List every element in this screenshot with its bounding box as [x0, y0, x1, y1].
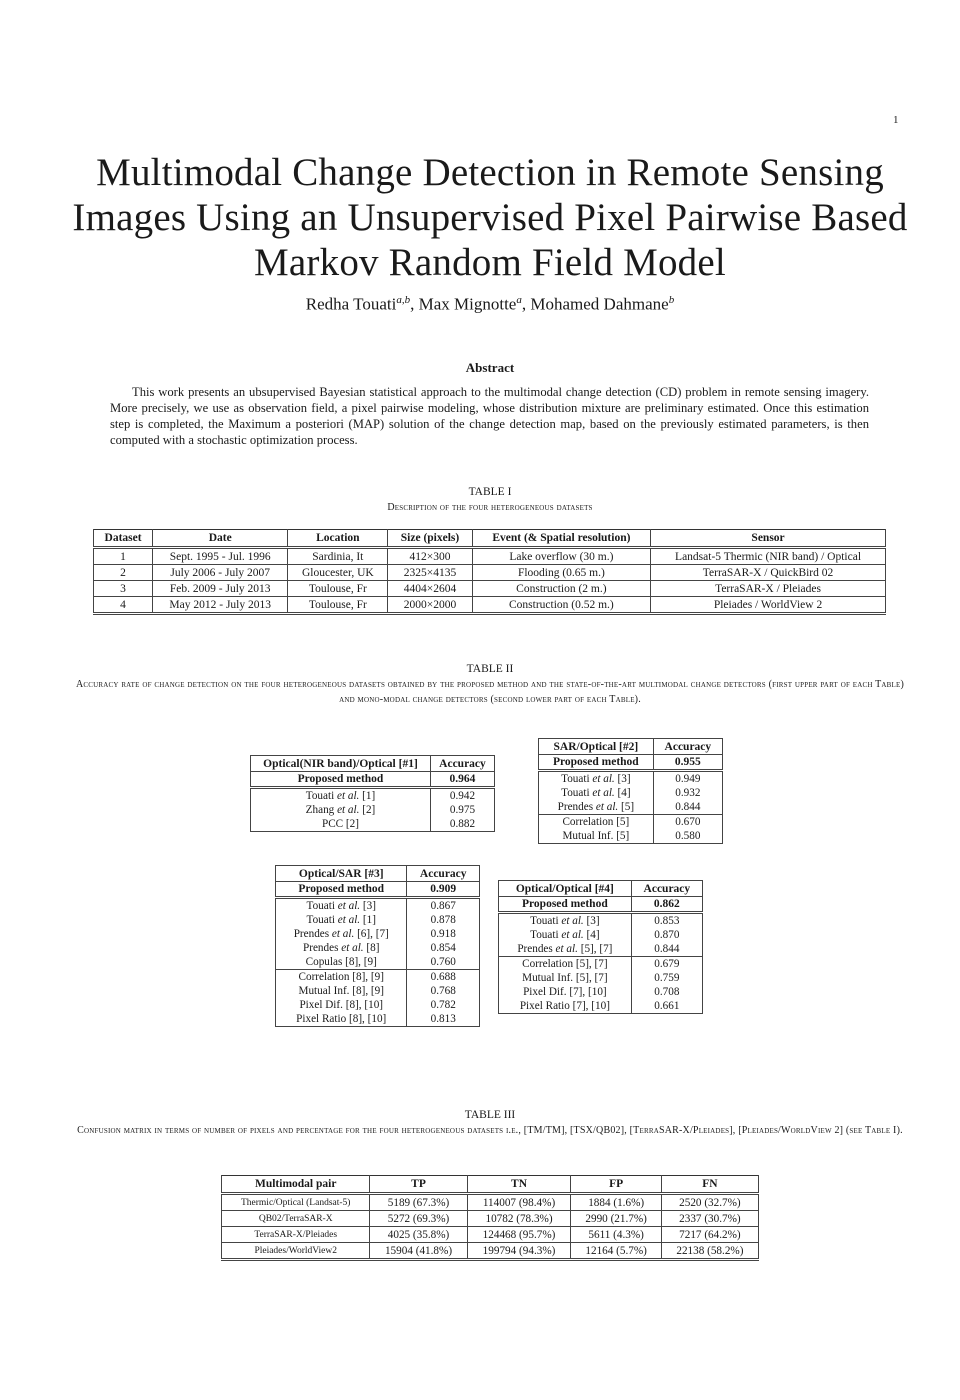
column-header: FP [571, 1176, 661, 1194]
table-cell: 4025 (35.8%) [370, 1227, 467, 1243]
method-author: Pixel Dif. [7], [10] [523, 986, 607, 998]
table-cell: Pleiades/WorldView2 [222, 1243, 370, 1260]
accuracy-value: 0.760 [407, 955, 480, 970]
subtable-dataset-header: Optical(NIR band)/Optical [#1] [251, 756, 431, 772]
table-row [94, 548, 886, 565]
table2-subtable-2 [538, 738, 723, 844]
abstract-heading: Abstract [465, 360, 515, 375]
table1-label: TABLE I [468, 486, 512, 498]
method-name [499, 942, 632, 957]
table-cell: TerraSAR-X / QuickBird 02 [651, 565, 886, 581]
table-row [539, 829, 723, 844]
method-name [539, 771, 654, 787]
table-row [222, 1243, 759, 1260]
method-name [499, 985, 632, 999]
table-row [251, 803, 495, 817]
reference: [1] [362, 790, 376, 802]
table-cell: 4404×2604 [388, 581, 472, 597]
accuracy-value: 0.670 [653, 815, 722, 830]
reference: [3] [586, 915, 600, 927]
method-name [499, 971, 632, 985]
author-name: Max Mignotte [418, 294, 517, 314]
column-header: TN [467, 1176, 571, 1194]
table2-caption: Accuracy rate of change detection on the four heterogeneous datasets obtained by the proposed method and the state-of-the-art multimodal change detectors (first upper part of each Table) and mono-modal change detectors (second lower part of each Table). [75, 679, 905, 705]
et-al: et al. [592, 787, 615, 799]
method-name [276, 941, 407, 955]
method-author: Touati [305, 790, 335, 802]
column-header: Date [153, 530, 288, 548]
table-cell: Sardinia, It [288, 548, 388, 565]
et-al: et al. [336, 790, 360, 802]
table-row [539, 786, 723, 800]
method-name [539, 829, 654, 844]
table-row [251, 788, 495, 804]
accuracy-header: Accuracy [653, 739, 722, 755]
method-name: Proposed method [251, 772, 431, 788]
accuracy-value: 0.878 [407, 913, 480, 927]
table-cell: Sept. 1995 - Jul. 1996 [153, 548, 288, 565]
table-cell: Landsat-5 Thermic (NIR band) / Optical [651, 548, 886, 565]
subtable-header-row [499, 881, 703, 897]
table3-caption: Confusion matrix in terms of number of pixels and percentage for the four heterogeneous datasets i.e., [TM/TM], [TSX/QB02], [TerraSAR-X/Pleiades], [Pleiades/WorldView 2] (see Table I). [77, 1125, 903, 1136]
reference: [4] [586, 929, 600, 941]
method-author: Touati [561, 787, 590, 799]
accuracy-value: 0.918 [407, 927, 480, 941]
column-header: Location [288, 530, 388, 548]
method-author: Correlation [5], [7] [522, 958, 608, 970]
method-author: Touati [306, 900, 335, 912]
table-cell: Lake overflow (30 m.) [472, 548, 650, 565]
table-cell: 1884 (1.6%) [571, 1194, 661, 1211]
column-header: Event (& Spatial resolution) [472, 530, 650, 548]
method-name [499, 999, 632, 1014]
method-name [251, 817, 431, 832]
table-cell: TerraSAR-X/Pleiades [222, 1227, 370, 1243]
table2-subtable-4 [498, 880, 703, 1014]
method-author: Zhang [305, 804, 335, 816]
accuracy-value: 0.955 [653, 755, 722, 771]
method-author: Touati [306, 914, 335, 926]
method-author: Prendes [303, 942, 339, 954]
table-cell: 199794 (94.3%) [467, 1243, 571, 1260]
reference: [3] [362, 900, 376, 912]
method-author: Correlation [5] [562, 816, 630, 828]
subtable-dataset-header: Optical/Optical [#4] [499, 881, 632, 897]
accuracy-header: Accuracy [430, 756, 494, 772]
et-al: et al. [337, 914, 361, 926]
column-header: Size (pixels) [388, 530, 472, 548]
table-cell: 4 [94, 597, 153, 614]
table-row [276, 927, 480, 941]
method-name [276, 998, 407, 1012]
method-name [539, 786, 654, 800]
reference: [6], [7] [357, 928, 389, 940]
column-header: Multimodal pair [222, 1176, 370, 1194]
accuracy-header: Accuracy [631, 881, 702, 897]
reference: [1] [362, 914, 376, 926]
author-affiliation: b [668, 294, 675, 306]
accuracy-value: 0.909 [407, 882, 480, 898]
table2-subtable-3 [275, 865, 480, 1027]
reference: [3] [617, 773, 631, 785]
table-cell: 2337 (30.7%) [661, 1211, 758, 1227]
table2-subtable-1 [250, 755, 495, 832]
table-cell: Toulouse, Fr [288, 581, 388, 597]
et-al: et al. [555, 943, 578, 955]
accuracy-value: 0.854 [407, 941, 480, 955]
method-name [251, 803, 431, 817]
table-cell: 5272 (69.3%) [370, 1211, 467, 1227]
subtable-header-row [276, 866, 480, 882]
et-al: et al. [337, 804, 360, 816]
accuracy-value: 0.661 [631, 999, 702, 1014]
accuracy-value: 0.882 [430, 817, 494, 832]
et-al: et al. [561, 929, 584, 941]
abstract-text: This work presents an ubsupervised Bayesian statistical approach to the multimodal change detection (CD) problem in remote sensing imagery. More precisely, we use as observation field, a pixel pairwise modeling, whose distribution mixture are preliminary estimated. Once this estimation step is completed, the Maximum a posteriori (MAP) solution of the change detection map, based on the previously estimated parameters, is then computed with a stochastic optimization process. [110, 385, 869, 447]
proposed-method-row [276, 882, 480, 898]
table3-confusion-matrix [221, 1175, 759, 1261]
reference: [5] [621, 801, 635, 813]
method-author: Pixel Dif. [8], [10] [299, 999, 384, 1011]
method-author: Touati [561, 773, 590, 785]
et-al: et al. [561, 915, 584, 927]
column-header: FN [661, 1176, 758, 1194]
table-row [276, 998, 480, 1012]
et-al: et al. [337, 900, 361, 912]
method-name: Proposed method [539, 755, 654, 771]
method-author: Pixel Ratio [7], [10] [519, 1000, 610, 1012]
table-row [276, 970, 480, 985]
method-name [276, 1012, 407, 1027]
table-row [276, 984, 480, 998]
table-cell: July 2006 - July 2007 [153, 565, 288, 581]
table-cell: 2 [94, 565, 153, 581]
accuracy-value: 0.844 [653, 800, 722, 815]
table-row [276, 898, 480, 914]
subtable-dataset-header: Optical/SAR [#3] [276, 866, 407, 882]
author-name: Mohamed Dahmane [530, 294, 669, 314]
table-cell: QB02/TerraSAR-X [222, 1211, 370, 1227]
accuracy-value: 0.867 [407, 898, 480, 914]
method-author: Mutual Inf. [8], [9] [298, 985, 384, 997]
method-author: Prendes [557, 801, 594, 813]
table-row [94, 581, 886, 597]
table-cell: Feb. 2009 - July 2013 [153, 581, 288, 597]
method-author: Correlation [8], [9] [298, 971, 384, 983]
subtable-dataset-header: SAR/Optical [#2] [539, 739, 654, 755]
method-author: Touati [530, 929, 559, 941]
table-cell: May 2012 - July 2013 [153, 597, 288, 614]
table-row [222, 1194, 759, 1211]
accuracy-value: 0.949 [653, 771, 722, 787]
method-name [276, 984, 407, 998]
table-row [539, 771, 723, 787]
table3-label: TABLE III [464, 1109, 516, 1121]
table-row [499, 971, 703, 985]
table-cell: Gloucester, UK [288, 565, 388, 581]
accuracy-value: 0.813 [407, 1012, 480, 1027]
accuracy-value: 0.975 [430, 803, 494, 817]
accuracy-value: 0.942 [430, 788, 494, 804]
method-name [276, 913, 407, 927]
table-cell: 124468 (95.7%) [467, 1227, 571, 1243]
table-row [276, 941, 480, 955]
table-cell: TerraSAR-X / Pleiades [651, 581, 886, 597]
table1-datasets [93, 529, 886, 615]
table-cell: 1 [94, 548, 153, 565]
table-row [539, 815, 723, 830]
method-author: Pixel Ratio [8], [10] [296, 1013, 387, 1025]
proposed-method-row [499, 897, 703, 913]
accuracy-value: 0.853 [631, 913, 702, 929]
et-al: et al. [595, 801, 619, 813]
table-cell: Pleiades / WorldView 2 [651, 597, 886, 614]
table-row [276, 1012, 480, 1027]
method-name [539, 815, 654, 830]
reference: [2] [362, 804, 376, 816]
table-row [539, 800, 723, 815]
table-row [499, 957, 703, 972]
table-cell: Flooding (0.65 m.) [472, 565, 650, 581]
accuracy-value: 0.862 [631, 897, 702, 913]
method-name: Proposed method [499, 897, 632, 913]
subtable-header-row [539, 739, 723, 755]
table-row [94, 597, 886, 614]
table-cell: 5189 (67.3%) [370, 1194, 467, 1211]
et-al: et al. [331, 928, 355, 940]
accuracy-header: Accuracy [407, 866, 480, 882]
table-row [222, 1211, 759, 1227]
table-row [94, 565, 886, 581]
table-cell: 2990 (21.7%) [571, 1211, 661, 1227]
reference: [5], [7] [580, 943, 613, 955]
method-author: PCC [2] [321, 818, 359, 830]
table-cell: 2520 (32.7%) [661, 1194, 758, 1211]
proposed-method-row [539, 755, 723, 771]
method-name [276, 898, 407, 914]
et-al: et al. [592, 773, 615, 785]
table-row [251, 817, 495, 832]
subtable-header-row [251, 756, 495, 772]
method-author: Copulas [8], [9] [305, 956, 377, 968]
method-author: Mutual Inf. [5], [7] [522, 972, 608, 984]
column-header: TP [370, 1176, 467, 1194]
method-name [499, 957, 632, 972]
et-al: et al. [341, 942, 364, 954]
method-name [499, 913, 632, 929]
accuracy-value: 0.708 [631, 985, 702, 999]
method-name [539, 800, 654, 815]
proposed-method-row [251, 772, 495, 788]
column-header: Sensor [651, 530, 886, 548]
table-row [222, 1227, 759, 1243]
paper-title: Multimodal Change Detection in Remote Sensing Images Using an Unsupervised Pixel Pairwise Based Markov Random Field Model [72, 151, 908, 284]
author-name: Redha Touati [305, 294, 397, 314]
table-cell: Construction (2 m.) [472, 581, 650, 597]
method-author: Touati [530, 915, 559, 927]
table-cell: Toulouse, Fr [288, 597, 388, 614]
accuracy-value: 0.768 [407, 984, 480, 998]
table-row [499, 985, 703, 999]
method-name [276, 955, 407, 970]
table-cell: 12164 (5.7%) [571, 1243, 661, 1260]
method-name [276, 970, 407, 985]
table-cell: 22138 (58.2%) [661, 1243, 758, 1260]
author-affiliation: a [516, 294, 522, 306]
method-name [276, 927, 407, 941]
accuracy-value: 0.688 [407, 970, 480, 985]
table-cell: 7217 (64.2%) [661, 1227, 758, 1243]
accuracy-value: 0.782 [407, 998, 480, 1012]
table-row [499, 913, 703, 929]
author-list: Redha Touati$^{a,b}$, Max Mignotte$^a$, Mohamed Dahmane$^b$ [305, 294, 675, 314]
table1-caption: Description of the four heterogeneous datasets [387, 502, 593, 513]
table-row [499, 999, 703, 1014]
table-cell: 10782 (78.3%) [467, 1211, 571, 1227]
reference: [8] [366, 942, 380, 954]
table-row [499, 942, 703, 957]
table-cell: 2000×2000 [388, 597, 472, 614]
column-header: Dataset [94, 530, 153, 548]
method-author: Prendes [517, 943, 553, 955]
table-cell: 2325×4135 [388, 565, 472, 581]
page-number: 1 [893, 114, 899, 126]
table-cell: 3 [94, 581, 153, 597]
accuracy-value: 0.932 [653, 786, 722, 800]
method-author: Mutual Inf. [5] [562, 830, 630, 842]
table-cell: 412×300 [388, 548, 472, 565]
table2-label: TABLE II [466, 663, 514, 675]
table-cell: 5611 (4.3%) [571, 1227, 661, 1243]
accuracy-value: 0.580 [653, 829, 722, 844]
table-cell: 15904 (41.8%) [370, 1243, 467, 1260]
table-cell: Thermic/Optical (Landsat-5) [222, 1194, 370, 1211]
method-name [499, 928, 632, 942]
accuracy-value: 0.964 [430, 772, 494, 788]
accuracy-value: 0.679 [631, 957, 702, 972]
reference: [4] [617, 787, 631, 799]
method-author: Prendes [293, 928, 330, 940]
table-row [276, 955, 480, 970]
accuracy-value: 0.870 [631, 928, 702, 942]
method-name: Proposed method [276, 882, 407, 898]
method-name [251, 788, 431, 804]
author-affiliation: a,b [396, 294, 411, 306]
accuracy-value: 0.844 [631, 942, 702, 957]
table-cell: 114007 (98.4%) [467, 1194, 571, 1211]
accuracy-value: 0.759 [631, 971, 702, 985]
table-row [276, 913, 480, 927]
table-row [499, 928, 703, 942]
table-cell: Construction (0.52 m.) [472, 597, 650, 614]
